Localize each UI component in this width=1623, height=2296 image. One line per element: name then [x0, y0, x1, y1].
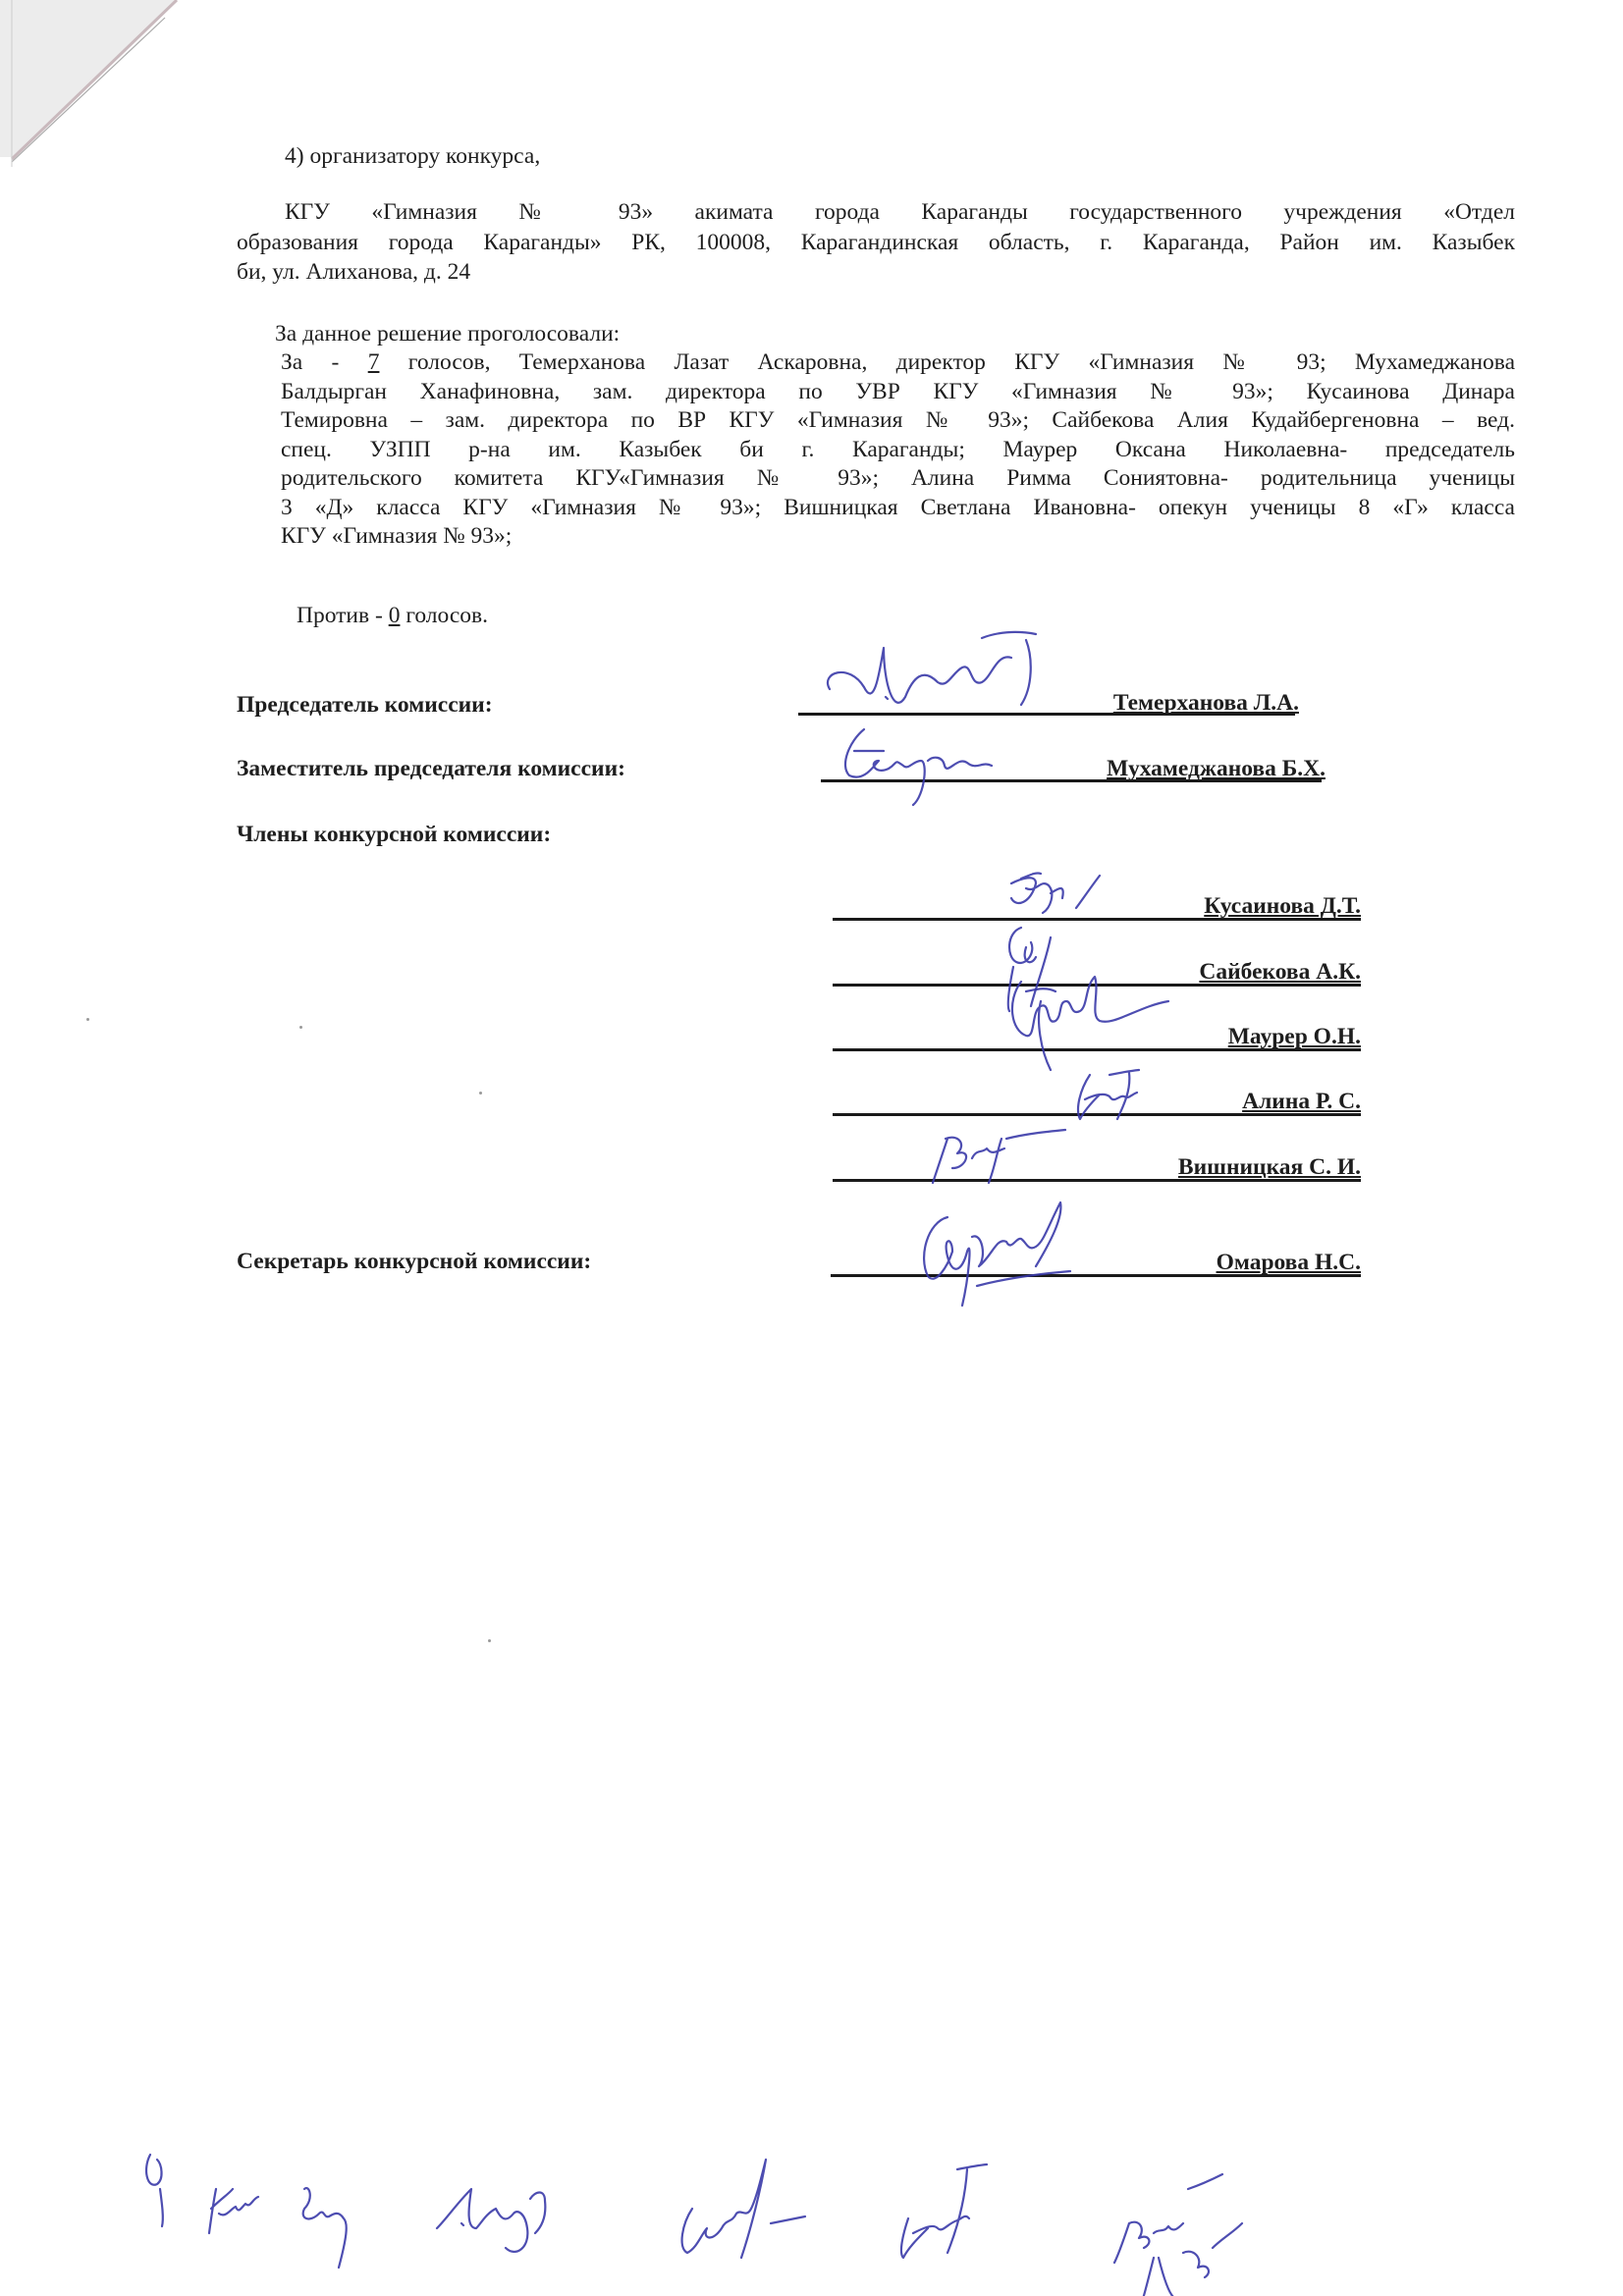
item-heading: 4) организатору конкурса,: [285, 143, 541, 169]
organizer-line: би, ул. Алиханова, д. 24: [237, 259, 471, 285]
deputy-label: Заместитель председателя комиссии:: [237, 756, 625, 781]
votes-against-count: 0: [388, 603, 401, 628]
vote-heading: За данное решение проголосовали:: [275, 321, 621, 347]
chair-signature: [825, 628, 1060, 726]
votes-for-line: Балдырган Ханафиновна, зам. директора по УВР КГУ «Гимназия № 93»; Кусаинова Динара: [281, 378, 1515, 404]
votes-for-first-line: [281, 350, 1515, 376]
member-signature-alina: [1060, 1065, 1178, 1124]
votes-for-paragraph: [281, 350, 1515, 550]
folded-corner: [0, 0, 196, 167]
votes-for-line: 3 «Д» класса КГУ «Гимназия № 93»; Вишницкая Светлана Ивановна- опекун ученицы 8 «Г» класса: [281, 494, 1515, 520]
chair-label: Председатель комиссии:: [237, 692, 493, 718]
member-signature-maurer: [1001, 962, 1198, 1080]
organizer-line: КГУ «Гимназия № 93» акимата города Караганды государственного учреждения «Отдел: [285, 199, 1515, 225]
organizer-line: образования города Караганды» РК, 100008, Карагандинская область, г. Караганда, Район им. Казыбек: [237, 229, 1515, 255]
member-name: Алина Р. С.: [1242, 1089, 1361, 1114]
votes-for-line: КГУ «Гимназия № 93»;: [281, 523, 513, 549]
members-label: Члены конкурсной комиссии:: [237, 822, 552, 847]
secretary-signature: [908, 1198, 1124, 1315]
votes-for-first-line-rest: голосов, Темерханова Лазат Аскаровна, директор КГУ «Гимназия № 93; Мухамеджанова: [379, 349, 1516, 375]
scan-speck: [86, 1018, 89, 1021]
deputy-signature: [835, 721, 1031, 810]
member-name: Сайбекова А.К.: [1199, 959, 1361, 985]
votes-for-count: 7: [367, 349, 380, 375]
member-name: Кусаинова Д.Т.: [1204, 893, 1361, 919]
scan-speck: [488, 1639, 491, 1642]
secretary-label: Секретарь конкурсной комиссии:: [237, 1249, 592, 1274]
votes-for-line: спец. УЗПП р-на им. Казыбек би г. Караганды; Маурер Оксана Николаевна- председатель: [281, 436, 1515, 462]
votes-against-suffix: голосов.: [400, 603, 489, 628]
organizer-paragraph: [237, 200, 1515, 286]
page-initials-row: [142, 2130, 1605, 2287]
scan-speck: [479, 1092, 482, 1095]
votes-against-prefix: Против -: [297, 603, 389, 628]
scan-speck: [299, 1026, 302, 1029]
votes-for-line: Темировна – зам. директора по ВР КГУ «Гимназия № 93»; Сайбекова Алия Кудайбергеновна – вед.: [281, 407, 1515, 433]
member-signature-vishnitskaya: [918, 1124, 1095, 1193]
member-name: Маурер О.Н.: [1227, 1024, 1361, 1049]
votes-for-prefix: За -: [281, 349, 368, 375]
secretary-name: Омарова Н.С.: [1216, 1250, 1361, 1275]
member-name: Вишницкая С. И.: [1177, 1154, 1361, 1180]
votes-against: [297, 604, 488, 628]
votes-for-line: родительского комитета КГУ«Гимназия № 93»; Алина Римма Сониятовна- родительница ученицы: [281, 465, 1515, 491]
deputy-name: Мухамеджанова Б.Х.: [1107, 756, 1325, 781]
chair-name: Темерханова Л.А.: [1112, 690, 1299, 716]
